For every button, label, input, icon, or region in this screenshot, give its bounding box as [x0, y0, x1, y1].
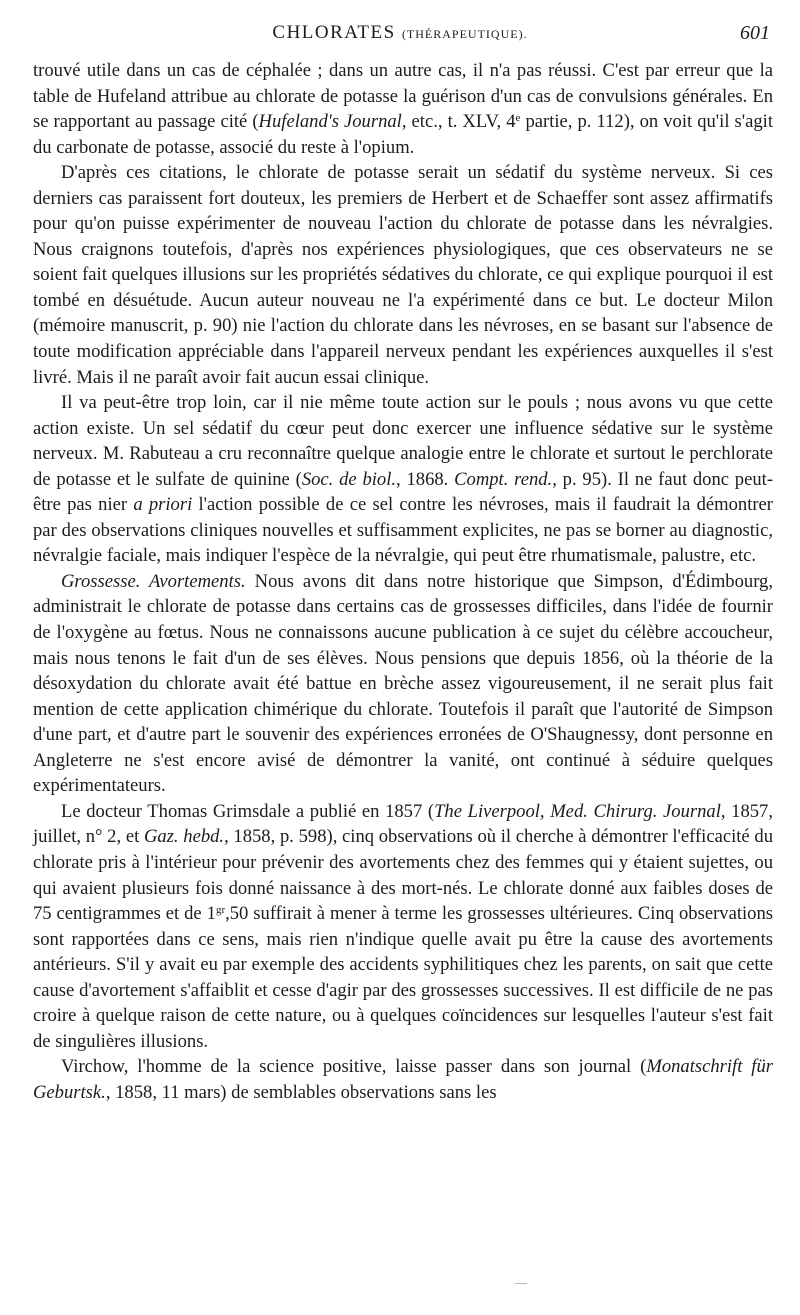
text-run: Il va peut-être trop loin, car il nie même toute action sur le pouls ; nous avons vu que cette action existe. Un sel sédatif du cœur peut donc exercer une influence sédative sur le système nerveux. M. Rabuteau a cru reconnaître quelque analogie entre le chlorate et surtout le perchlorate de potasse et le sulfate de quinine (	[33, 392, 773, 490]
text-run: , 1857, juillet, n° 2, et	[33, 800, 774, 848]
italic-text: Grossesse. Avortements.	[61, 570, 246, 592]
text-run: trouvé utile dans un cas de céphalée ; dans un autre cas, il n'a pas réussi. C'est par erreur que la table de Hufeland attribue au chlorate de potasse la guérison d'un cas de convulsions générales. En se rapportant au passage cité (	[33, 60, 773, 133]
paragraph	[33, 58, 773, 160]
italic-text: Monatschrift für Geburtsk.	[33, 1056, 773, 1103]
running-title-subtitle: (THÉRAPEUTIQUE).	[401, 27, 528, 41]
italic-text: Hufeland's Journal	[258, 111, 402, 133]
paragraph	[33, 160, 773, 390]
superscript: gr	[215, 904, 226, 917]
text-run: ,50 suffirait à mener à terme les grossesses ultérieures. Cinq observations sont rapportées dans ce sens, mais rien n'indique quelle avait pu être la cause des avortements antérieurs. S'il y avait eu par exemple des accidents syphilitiques chez les parents, on sait que cette cause d'avortement s'affaiblit et cesse d'agir par des grossesses successives. Il est difficile de ne pas croire à quelque raison de cette nature, ou à quelques coïncidences sur lesquelles l'auteur s'est fait de singulières illusions.	[33, 903, 773, 1052]
paragraph	[33, 390, 773, 569]
footer-mark	[515, 1283, 527, 1284]
text-run: l'action possible de ce sel contre les névroses, mais il faudrait la démontrer par des observations cliniques nouvelles et suffisamment explicites, ne pas se borner au diagnostic, névralgie faciale, mais indiquer l'espèce de la névralgie, qui peut être rhumatismale, palustre, etc.	[33, 494, 774, 567]
page-number: 601	[740, 22, 770, 44]
italic-text: a priori	[133, 494, 193, 516]
text-run: Le docteur Thomas Grimsdale a publié en 1857 (	[61, 800, 435, 822]
text-run: , 1858, p. 598), cinq observations où il cherche à démontrer l'efficacité du chlorate pris à l'intérieur pour prévenir des avortements chez des femmes qui y étaient sujettes, ou qui avaient plusieurs fois donné naissance à des mort-nés. Le chlorate donné aux faibles doses de 75 centigrammes et de 1	[33, 826, 773, 925]
running-title	[30, 22, 770, 44]
text-run: partie, p. 112), on voit qu'il s'agit du carbonate de potasse, associé du reste à l'opium.	[33, 111, 773, 158]
text-run: D'après ces citations, le chlorate de potasse serait un sédatif du système nerveux. Si ces derniers cas paraissent fort douteux, les premiers de Herbert et de Schaeffer sont assez affirmatifs pour qu'on puisse expérimenter de nouveau l'action du chlorate de potasse dans les névralgies. Nous craignons toutefois, d'après nos expériences physiologiques, que ces observateurs ne se soient fait quelques illusions sur les propriétés sédatives du chlorate, ce qui explique pourquoi il est tombé en désuétude. Aucun auteur nouveau ne l'a expérimenté dans ce but. Le docteur Milon (mémoire manuscrit, p. 90) nie l'action du chlorate dans les névroses, en se basant sur l'absence de toute modification appréciable dans l'appareil nerveux pendant les expériences auxquelles il s'est livré. Mais il ne paraît avoir fait aucun essai clinique.	[33, 162, 773, 388]
paragraph	[33, 799, 773, 1054]
italic-text: Soc. de biol.	[301, 468, 397, 490]
running-header	[30, 22, 770, 52]
body-text	[33, 58, 773, 1105]
text-run: Virchow, l'homme de la science positive, laisse passer dans son journal (	[61, 1056, 647, 1078]
text-run: , etc., t. XLV, 4	[401, 111, 516, 133]
running-title-main: CHLORATES	[272, 22, 396, 43]
paragraph	[33, 1054, 773, 1105]
italic-text: Compt. rend.	[454, 468, 553, 490]
text-run: Nous avons dit dans notre historique que Simpson, d'Édimbourg, administrait le chlorate de potasse dans certains cas de grossesses difficiles, dans l'idée de fournir de l'oxygène au fœtus. Nous ne connaissons aucune publication à ce sujet du célèbre accoucheur, mais nous tenons le fait d'un de ses élèves. Nous pensions que depuis 1856, où la théorie de la désoxydation du chlorate avait été battue en brèche assez vigoureusement, il ne serait plus fait mention de cette application chimérique du chlorate. Toutefois il paraît que l'autorité de Simpson d'une part, et d'autre part le souvenir des expériences erronées de O'Shaugnessy, dont personne en Angleterre ne s'est encore avisé de démontrer la vanité, ont continué à séduire quelques expérimentateurs.	[33, 570, 773, 797]
paragraph	[33, 569, 773, 799]
text-run: , 1858, 11 mars) de semblables observations sans les	[105, 1081, 497, 1103]
italic-text: Gaz. hebd.	[143, 826, 225, 848]
italic-text: The Liverpool, Med. Chirurg. Journal	[434, 800, 721, 822]
text-run: , 1868.	[396, 468, 455, 490]
text-run: , p. 95). Il ne faut donc peut-être pas nier	[33, 468, 774, 516]
superscript: e	[515, 112, 521, 125]
